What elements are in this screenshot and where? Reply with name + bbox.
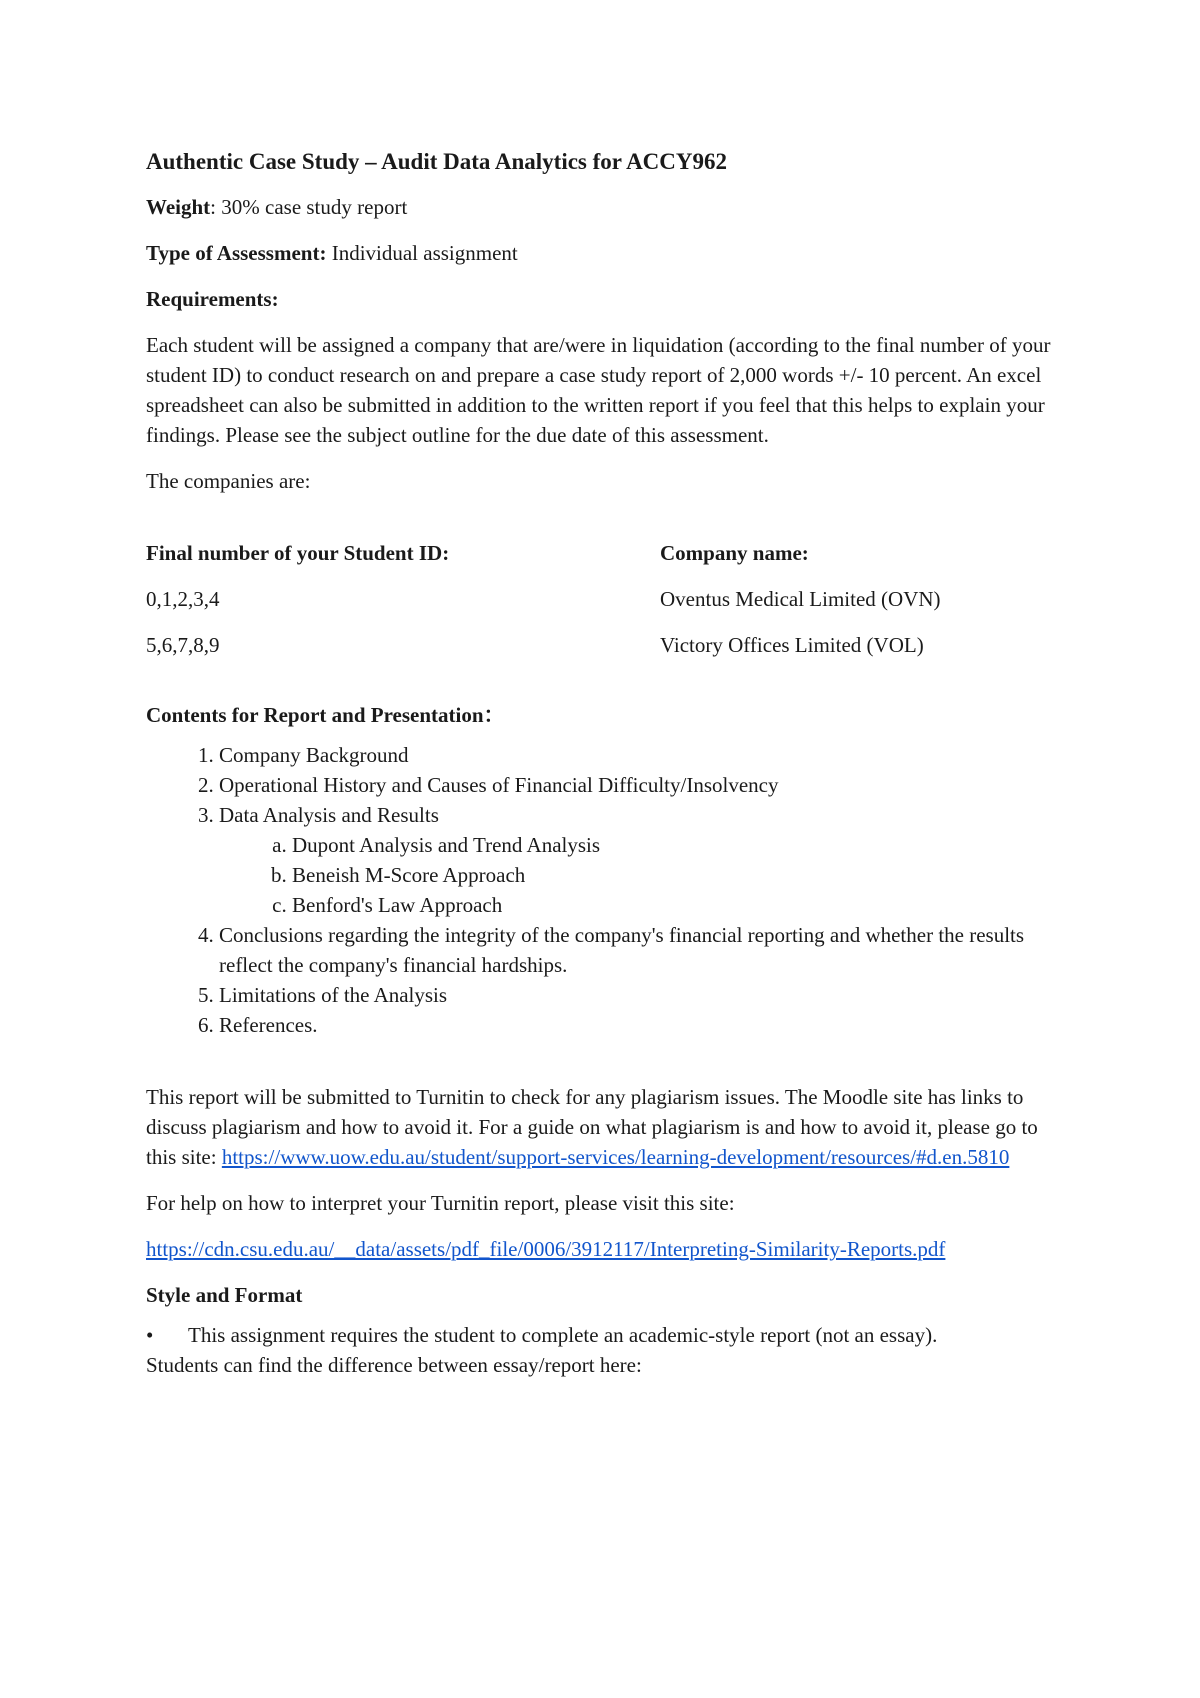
student-id-column-header: Final number of your Student ID: (146, 541, 450, 565)
contents-item-label: References. (219, 1013, 318, 1037)
companies-table-header (146, 538, 1066, 568)
plagiarism-paragraph (146, 1082, 1066, 1172)
contents-item-company-background (219, 740, 1066, 770)
style-format-heading: Style and Format (146, 1283, 303, 1307)
document-title: Authentic Case Study – Audit Data Analytics for ACCY962 (146, 149, 728, 174)
contents-heading: Contents for Report and Presentation： (146, 703, 505, 727)
requirements-paragraph: Each student will be assigned a company that are/were in liquidation (according to the final number of your student ID) to conduct research on and prepare a case study report of 2,000 words +/- 10 percent. An excel spreadsheet can also be submitted in addition to the written report if you feel that this helps to explain your findings. Please see the subject outline for the due date of this assessment. (146, 333, 1051, 447)
assessment-type-label: Type of Assessment: (146, 241, 327, 265)
contents-subitem-benford (292, 890, 1066, 920)
bullet-icon: • (146, 1323, 154, 1347)
contents-subitem-label: Beneish M-Score Approach (292, 863, 526, 887)
contents-item-limitations (219, 980, 1066, 1010)
contents-sublist (219, 830, 1066, 920)
style-bullet-text: This assignment requires the student to complete an academic-style report (not an essay). (188, 1323, 938, 1347)
plagiarism-guide-link[interactable]: https://www.uow.edu.au/student/support-services/learning-development/resources/#d.en.5810 (221, 1145, 1010, 1169)
companies-table-row (146, 630, 1066, 660)
assessment-type-value: Individual assignment (326, 241, 518, 265)
contents-item-references (219, 1010, 1066, 1040)
contents-item-label: Data Analysis and Results (219, 803, 439, 827)
contents-item-label: Conclusions regarding the integrity of the company's financial reporting and whether the results reflect the company's financial hardships. (219, 923, 1025, 977)
company-name-cell: Oventus Medical Limited (OVN) (660, 587, 941, 611)
contents-subitem-label: Benford's Law Approach (292, 893, 503, 917)
turnitin-report-link[interactable]: https://cdn.csu.edu.au/__data/assets/pdf_file/0006/3912117/Interpreting-Similarity-Reports.pdf (146, 1237, 946, 1261)
contents-item-label: Operational History and Causes of Financial Difficulty/Insolvency (219, 773, 779, 797)
weight-value: : 30% case study report (210, 195, 408, 219)
companies-table-row (146, 584, 1066, 614)
company-name-column-header: Company name: (660, 541, 809, 565)
contents-item-data-analysis (219, 800, 1066, 920)
turnitin-help-text: For help on how to interpret your Turnitin report, please visit this site: (146, 1191, 735, 1215)
weight-line (146, 192, 1066, 222)
weight-label: Weight (146, 195, 211, 219)
contents-item-conclusions (219, 920, 1066, 980)
contents-subitem-beneish (292, 860, 1066, 890)
student-id-cell: 5,6,7,8,9 (146, 633, 220, 657)
style-continuation-text: Students can find the difference between essay/report here: (146, 1353, 642, 1377)
contents-item-label: Company Background (219, 743, 409, 767)
companies-table (146, 538, 1066, 660)
company-name-cell: Victory Offices Limited (VOL) (660, 633, 924, 657)
contents-list (146, 740, 1066, 1040)
assessment-type-line (146, 238, 1066, 268)
requirements-heading: Requirements: (146, 287, 279, 311)
turnitin-link-paragraph (146, 1234, 1066, 1264)
contents-item-label: Limitations of the Analysis (219, 983, 448, 1007)
companies-intro: The companies are: (146, 469, 311, 493)
style-bullet-item (146, 1320, 1066, 1350)
document-page (146, 146, 1066, 1380)
contents-item-operational-history (219, 770, 1066, 800)
contents-subitem-dupont (292, 830, 1066, 860)
plagiarism-text: This report will be submitted to Turnitin to check for any plagiarism issues. The Moodle site has links to discuss plagiarism and how to avoid it. For a guide on what plagiarism is and how to avoid it, please go to this site: (146, 1085, 1038, 1169)
student-id-cell: 0,1,2,3,4 (146, 587, 220, 611)
contents-subitem-label: Dupont Analysis and Trend Analysis (292, 833, 601, 857)
